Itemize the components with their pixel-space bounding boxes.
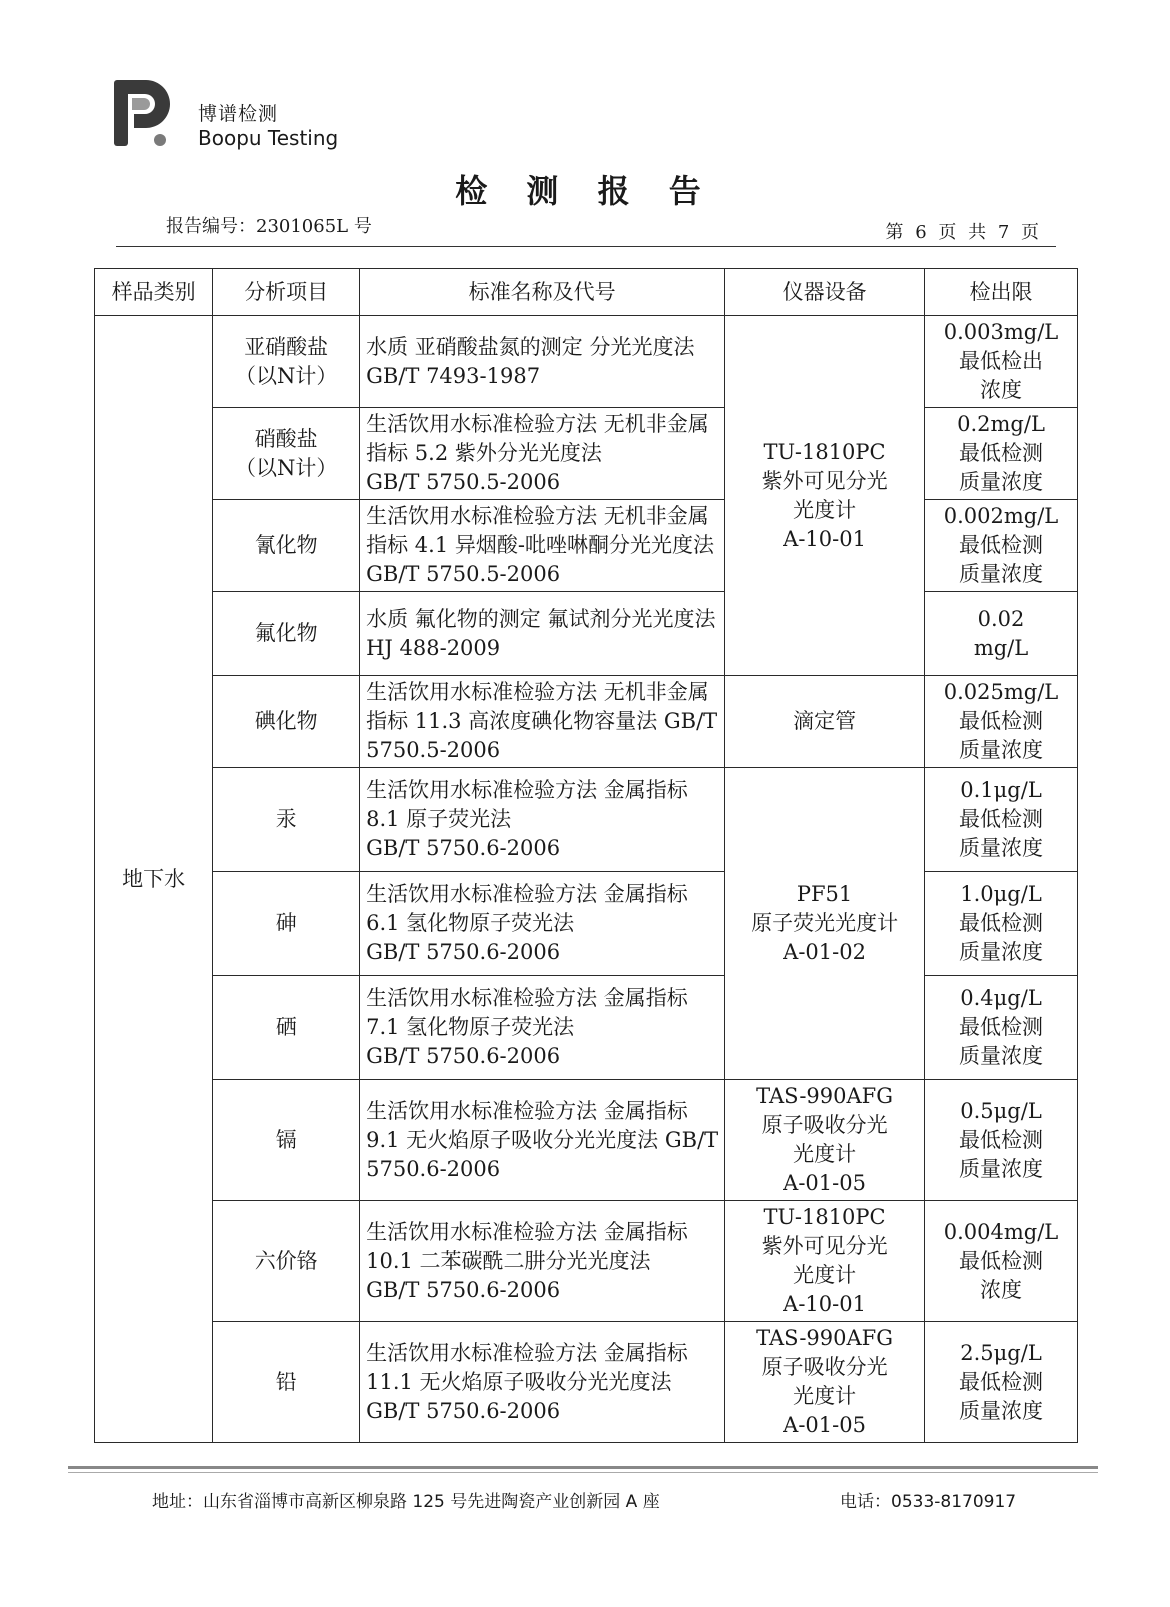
item-cell: 氟化物 [213, 592, 360, 676]
sample-type-cell: 地下水 [95, 316, 213, 1443]
report-number: 报告编号：2301065L 号 [166, 216, 372, 237]
table-row [95, 676, 1078, 768]
item-cell: 六价铬 [213, 1201, 360, 1322]
report-title: 检 测 报 告 [455, 172, 715, 210]
item-cell: 镉 [213, 1080, 360, 1201]
header-divider [116, 246, 1056, 247]
footer-address: 地址：山东省淄博市高新区柳泉路 125 号先进陶瓷产业创新园 A 座 [152, 1492, 660, 1512]
brand-english-name: Boopu Testing [198, 126, 339, 150]
item-cell: 砷 [213, 872, 360, 976]
table-row [95, 592, 1078, 676]
footer-phone: 电话：0533-8170917 [840, 1492, 1017, 1512]
limit-cell: 0.5μg/L 最低检测 质量浓度 [925, 1080, 1078, 1201]
header-standard: 标准名称及代号 [360, 269, 725, 316]
limit-cell: 0.1μg/L 最低检测 质量浓度 [925, 768, 1078, 872]
footer-divider-thin [68, 1472, 1098, 1473]
table-row [95, 976, 1078, 1080]
limit-cell: 1.0μg/L 最低检测 质量浓度 [925, 872, 1078, 976]
instrument-cell: TAS-990AFG 原子吸收分光 光度计 A-01-05 [725, 1322, 925, 1443]
limit-cell: 0.025mg/L 最低检测 质量浓度 [925, 676, 1078, 768]
standard-cell: 生活饮用水标准检验方法 金属指标 10.1 二苯碳酰二肼分光光度法 GB/T 5750.6-2006 [360, 1201, 725, 1322]
header-detection-limit: 检出限 [925, 269, 1078, 316]
standard-cell: 生活饮用水标准检验方法 无机非金属指标 11.3 高浓度碘化物容量法 GB/T 5750.5-2006 [360, 676, 725, 768]
test-methods-table [94, 268, 1078, 1443]
standard-cell: 水质 氟化物的测定 氟试剂分光光度法 HJ 488-2009 [360, 592, 725, 676]
table-row [95, 872, 1078, 976]
header-analysis-item: 分析项目 [213, 269, 360, 316]
limit-cell: 0.2mg/L 最低检测 质量浓度 [925, 408, 1078, 500]
table-row [95, 500, 1078, 592]
standard-cell: 生活饮用水标准检验方法 金属指标 7.1 氢化物原子荧光法 GB/T 5750.6-2006 [360, 976, 725, 1080]
table-row [95, 768, 1078, 872]
header-instrument: 仪器设备 [725, 269, 925, 316]
limit-cell: 0.003mg/L 最低检出 浓度 [925, 316, 1078, 408]
instrument-cell: PF51 原子荧光光度计 A-01-02 [725, 768, 925, 1080]
item-cell: 硝酸盐 （以N计） [213, 408, 360, 500]
standard-cell: 生活饮用水标准检验方法 无机非金属指标 4.1 异烟酸-吡唑啉酮分光光度法 GB/T 5750.5-2006 [360, 500, 725, 592]
limit-cell: 2.5μg/L 最低检测 质量浓度 [925, 1322, 1078, 1443]
footer-divider [68, 1466, 1098, 1469]
standard-cell: 生活饮用水标准检验方法 无机非金属指标 5.2 紫外分光光度法 GB/T 5750.5-2006 [360, 408, 725, 500]
header-sample-type: 样品类别 [95, 269, 213, 316]
standard-cell: 生活饮用水标准检验方法 金属指标 8.1 原子荧光法 GB/T 5750.6-2006 [360, 768, 725, 872]
limit-cell: 0.02 mg/L [925, 592, 1078, 676]
limit-cell: 0.4μg/L 最低检测 质量浓度 [925, 976, 1078, 1080]
page-number: 第 6 页 共 7 页 [885, 222, 1042, 243]
item-cell: 汞 [213, 768, 360, 872]
limit-cell: 0.002mg/L 最低检测 质量浓度 [925, 500, 1078, 592]
item-cell: 硒 [213, 976, 360, 1080]
instrument-cell: TU-1810PC 紫外可见分光 光度计 A-10-01 [725, 1201, 925, 1322]
standard-cell: 生活饮用水标准检验方法 金属指标 6.1 氢化物原子荧光法 GB/T 5750.6-2006 [360, 872, 725, 976]
table-row [95, 1322, 1078, 1443]
standard-cell: 水质 亚硝酸盐氮的测定 分光光度法 GB/T 7493-1987 [360, 316, 725, 408]
item-cell: 铅 [213, 1322, 360, 1443]
brand-chinese-name: 博谱检测 [198, 103, 279, 125]
standard-cell: 生活饮用水标准检验方法 金属指标 9.1 无火焰原子吸收分光光度法 GB/T 5750.6-2006 [360, 1080, 725, 1201]
instrument-cell: TU-1810PC 紫外可见分光 光度计 A-10-01 [725, 316, 925, 676]
standard-cell: 生活饮用水标准检验方法 金属指标 11.1 无火焰原子吸收分光光度法 GB/T 5750.6-2006 [360, 1322, 725, 1443]
instrument-cell: 滴定管 [725, 676, 925, 768]
instrument-cell: TAS-990AFG 原子吸收分光 光度计 A-01-05 [725, 1080, 925, 1201]
limit-cell: 0.004mg/L 最低检测 浓度 [925, 1201, 1078, 1322]
table-row [95, 1201, 1078, 1322]
table-row [95, 316, 1078, 408]
item-cell: 亚硝酸盐 （以N计） [213, 316, 360, 408]
table-header-row [95, 269, 1078, 316]
item-cell: 碘化物 [213, 676, 360, 768]
table-row [95, 408, 1078, 500]
table-row [95, 1080, 1078, 1201]
item-cell: 氰化物 [213, 500, 360, 592]
boopu-logo-icon [112, 74, 174, 150]
